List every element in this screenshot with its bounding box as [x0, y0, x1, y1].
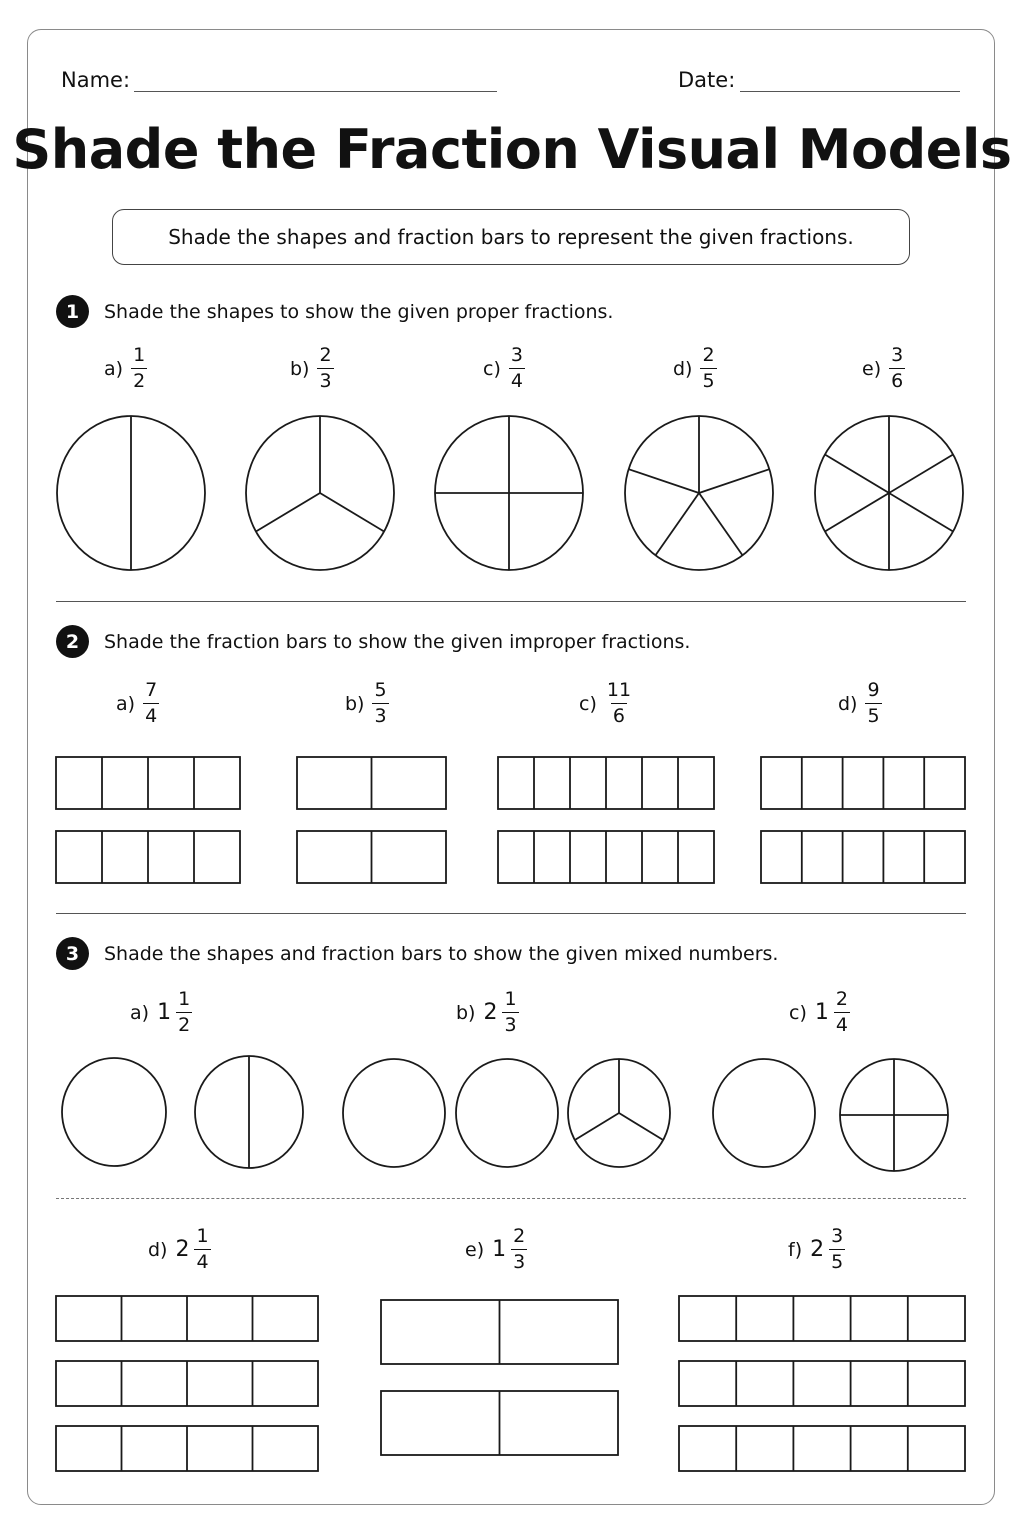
numerator: 7	[145, 679, 158, 701]
item-letter: e)	[465, 1238, 485, 1261]
numerator: 2	[513, 1225, 526, 1247]
section-2-number: 2	[56, 625, 89, 658]
numerator: 3	[891, 344, 904, 366]
numerator: 3	[831, 1225, 844, 1247]
numerator: 9	[867, 679, 880, 701]
denominator: 3	[374, 705, 387, 727]
numerator: 5	[374, 679, 387, 701]
bar-3f-3[interactable]	[679, 1426, 965, 1471]
circle-1b-divider[interactable]	[320, 493, 384, 532]
section-3-title: Shade the shapes and fraction bars to show the given mixed numbers.	[104, 942, 779, 965]
circle-3b-part-divider[interactable]	[619, 1113, 663, 1140]
circle-1d-divider[interactable]	[699, 469, 769, 493]
denominator: 3	[319, 370, 332, 392]
denominator: 4	[835, 1014, 848, 1036]
item-letter: d)	[838, 692, 858, 715]
whole-number: 2	[810, 1237, 825, 1262]
item-letter: f)	[788, 1238, 803, 1261]
bar-3f-1[interactable]	[679, 1296, 965, 1341]
whole-number: 1	[492, 1237, 507, 1262]
denominator: 5	[702, 370, 715, 392]
item-letter: c)	[483, 357, 501, 380]
instructions-text: Shade the shapes and fraction bars to represent the given fractions.	[168, 225, 854, 249]
numerator: 1	[504, 988, 517, 1010]
denominator: 4	[196, 1251, 209, 1273]
denominator: 2	[133, 370, 146, 392]
numerator: 3	[510, 344, 523, 366]
denominator: 6	[612, 705, 625, 727]
denominator: 5	[831, 1251, 844, 1273]
numerator: 1	[196, 1225, 209, 1247]
numerator: 1	[178, 988, 191, 1010]
denominator: 6	[891, 370, 904, 392]
item-letter: c)	[579, 692, 597, 715]
item-letter: a)	[130, 1001, 150, 1024]
item-letter: b)	[456, 1001, 476, 1024]
circle-1d-divider[interactable]	[656, 493, 699, 555]
section-1-title: Shade the shapes to show the given proper fractions.	[104, 300, 614, 323]
whole-number: 2	[175, 1237, 190, 1262]
denominator: 5	[867, 705, 880, 727]
denominator: 4	[510, 370, 523, 392]
numerator: 2	[319, 344, 332, 366]
bar-2d-1[interactable]	[761, 757, 965, 809]
bar-3f-2[interactable]	[679, 1361, 965, 1406]
numerator: 2	[702, 344, 715, 366]
whole-number: 1	[157, 1000, 172, 1025]
item-letter: c)	[789, 1001, 807, 1024]
item-letter: e)	[862, 357, 882, 380]
numerator: 1	[133, 344, 146, 366]
denominator: 4	[145, 705, 158, 727]
bar-2d-2[interactable]	[761, 831, 965, 883]
numerator: 2	[835, 988, 848, 1010]
denominator: 3	[513, 1251, 526, 1273]
item-letter: d)	[148, 1238, 168, 1261]
circle-3b-whole-2[interactable]	[456, 1059, 558, 1167]
numerator: 11	[606, 679, 632, 701]
section-2-title: Shade the fraction bars to show the given improper fractions.	[104, 630, 691, 653]
circle-3a-whole[interactable]	[62, 1058, 166, 1166]
whole-number: 2	[483, 1000, 498, 1025]
date-label: Date:	[678, 68, 736, 92]
circle-3b-part-divider[interactable]	[575, 1113, 619, 1140]
denominator: 2	[178, 1014, 191, 1036]
section-1-number: 1	[56, 295, 89, 328]
item-letter: d)	[673, 357, 693, 380]
item-letter: b)	[290, 357, 310, 380]
name-label: Name:	[61, 68, 131, 92]
section-3-number: 3	[56, 937, 89, 970]
circle-1b-divider[interactable]	[256, 493, 320, 532]
circle-1d-divider[interactable]	[699, 493, 742, 555]
circle-3b-whole-1[interactable]	[343, 1059, 445, 1167]
whole-number: 1	[814, 1000, 829, 1025]
item-letter: a)	[104, 357, 124, 380]
page-title: Shade the Fraction Visual Models	[12, 118, 1012, 181]
circle-1d-divider[interactable]	[629, 469, 699, 493]
circle-3c-whole[interactable]	[713, 1059, 815, 1167]
item-letter: b)	[345, 692, 365, 715]
denominator: 3	[504, 1014, 517, 1036]
item-letter: a)	[116, 692, 136, 715]
